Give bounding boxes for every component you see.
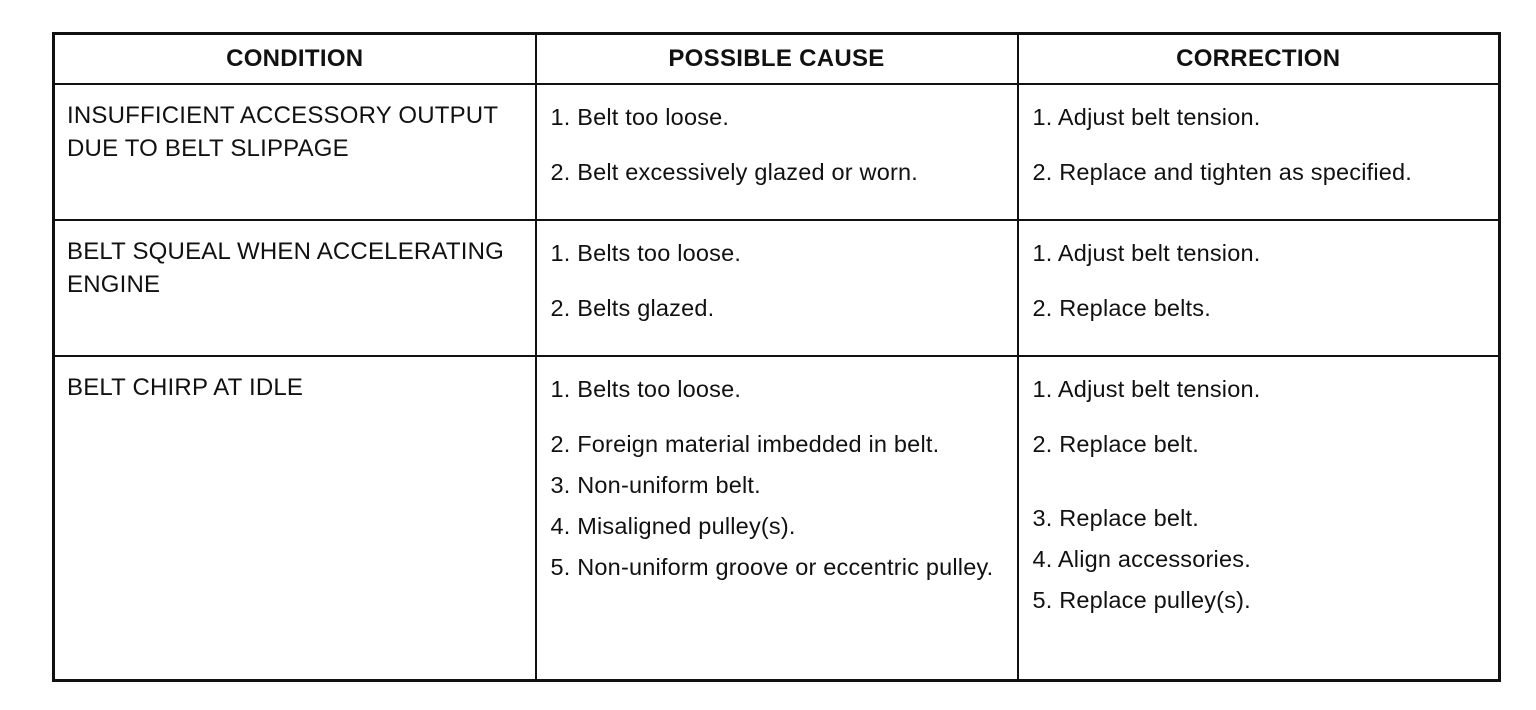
header-condition: CONDITION — [54, 34, 536, 85]
cause-item: 2. Belt excessively glazed or worn. — [550, 159, 918, 185]
correction-item: 3. Replace belt. — [1032, 505, 1199, 531]
correction-cell — [1018, 356, 1500, 681]
cause-item: 5. Non-uniform groove or eccentric pulley. — [550, 554, 994, 580]
diagnosis-table — [52, 32, 1501, 682]
correction-cell — [1018, 220, 1500, 356]
table-row — [54, 84, 1500, 220]
condition-cell: BELT CHIRP AT IDLE — [54, 356, 536, 681]
header-possible-cause: POSSIBLE CAUSE — [536, 34, 1018, 85]
table-row — [54, 220, 1500, 356]
cause-cell — [536, 356, 1018, 681]
correction-item: 1. Adjust belt tension. — [1032, 240, 1261, 266]
cause-item: 4. Misaligned pulley(s). — [550, 513, 796, 539]
cause-cell — [536, 220, 1018, 356]
cause-item: 1. Belts too loose. — [550, 240, 742, 266]
correction-item: 1. Adjust belt tension. — [1032, 376, 1261, 402]
cause-item: 2. Foreign material imbedded in belt. — [550, 431, 940, 457]
correction-item: 1. Adjust belt tension. — [1032, 104, 1261, 130]
header-row — [54, 34, 1500, 85]
cause-item: 1. Belt too loose. — [550, 104, 730, 130]
correction-item: 4. Align accessories. — [1032, 546, 1251, 572]
correction-item: 5. Replace pulley(s). — [1032, 587, 1251, 613]
correction-item: 2. Replace belts. — [1032, 295, 1211, 321]
condition-cell: BELT SQUEAL WHEN ACCELERATING ENGINE — [54, 220, 536, 356]
header-correction: CORRECTION — [1018, 34, 1500, 85]
cause-item: 1. Belts too loose. — [550, 376, 742, 402]
correction-cell — [1018, 84, 1500, 220]
cause-item: 3. Non-uniform belt. — [550, 472, 761, 498]
correction-item: 2. Replace and tighten as specified. — [1032, 159, 1413, 185]
correction-item: 2. Replace belt. — [1032, 431, 1199, 457]
condition-cell: INSUFFICIENT ACCESSORY OUTPUT DUE TO BELT SLIPPAGE — [54, 84, 536, 220]
table-row — [54, 356, 1500, 681]
cause-item: 2. Belts glazed. — [550, 295, 715, 321]
cause-cell — [536, 84, 1018, 220]
